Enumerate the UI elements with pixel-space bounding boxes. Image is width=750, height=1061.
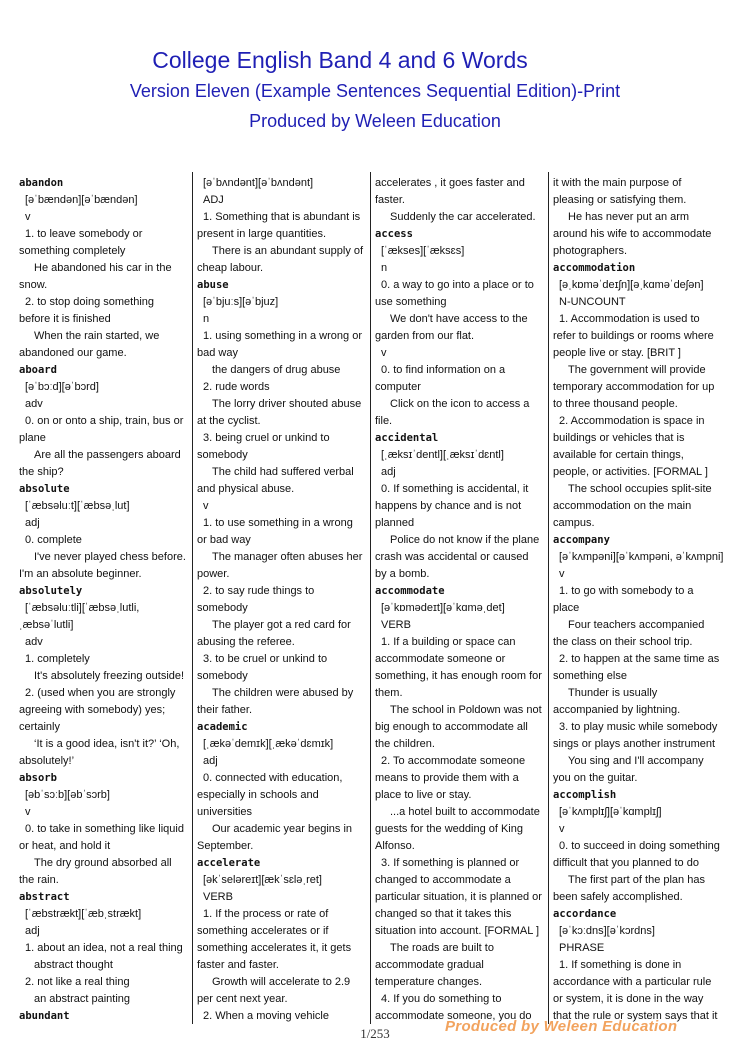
entry-line: place to live or stay.: [375, 789, 472, 801]
headword: accordance: [553, 908, 617, 920]
entry-line: 1. about an idea, not a real thing: [25, 942, 183, 954]
entry-line: them.: [375, 687, 403, 699]
entry-line: certainly: [19, 721, 60, 733]
entry-line: ‘It is a good idea, isn't it?’ ‘Oh,: [34, 738, 180, 750]
entry-line: Police do not know if the plane: [390, 534, 540, 546]
entry-line: or bad way: [197, 534, 251, 546]
entry-line: VERB: [381, 619, 411, 631]
entry-line: VERB: [203, 891, 233, 903]
headword: absolute: [19, 483, 70, 495]
entry-line: n: [381, 262, 388, 274]
entry-line: accelerates , it goes faster and: [375, 177, 525, 189]
entry-line: agreeing with somebody) yes;: [19, 704, 166, 716]
entry-line: v: [559, 568, 565, 580]
entry-line: cheap labour.: [197, 262, 264, 274]
entry-line: [əˈkɒmədeɪt][əˈkɑməˌdet]: [381, 602, 505, 614]
entry-line: to three thousand people.: [553, 398, 678, 410]
entry-line: that the rule or system says that it: [553, 1010, 718, 1022]
entry-line: 1. to go with somebody to a: [559, 585, 694, 597]
entry-line: The school occupies split-site: [568, 483, 712, 495]
entry-line: [əˈbændən][əˈbændən]: [25, 194, 138, 206]
entry-line: or system, it is done in the way: [553, 993, 704, 1005]
entry-line: an abstract painting: [34, 993, 131, 1005]
entry-line: means to provide them with a: [375, 772, 519, 784]
entry-line: 0. to succeed in doing something: [559, 840, 720, 852]
document-producer: Produced by Weleen Education: [249, 111, 501, 131]
entry-line: accommodation on the main: [553, 500, 692, 512]
entry-line: v: [559, 823, 565, 835]
page-header: [0, 0, 750, 160]
entry-line: 1. If the process or rate of: [203, 908, 329, 920]
headword: academic: [197, 721, 248, 733]
entry-line: 2. To accommodate someone: [381, 755, 526, 767]
entry-line: planned: [375, 517, 415, 529]
entry-line: by a bomb.: [375, 568, 430, 580]
entry-line: the class on their school trip.: [553, 636, 693, 648]
entry-line: Suddenly the car accelerated.: [390, 211, 536, 223]
entry-line: happens by chance and is not: [375, 500, 522, 512]
entry-line: something completely: [19, 245, 126, 257]
entry-line: adj: [25, 517, 40, 529]
entry-line: or heat, and hold it: [19, 840, 111, 852]
entry-line: accommodate gradual: [375, 959, 484, 971]
entry-line: somebody: [197, 449, 248, 461]
entry-line: guests for the wedding of King: [375, 823, 523, 835]
entry-line: He has never put an arm: [568, 211, 690, 223]
entry-line: When the rain started, we: [34, 330, 160, 342]
entry-line: There is an abundant supply of: [212, 245, 364, 257]
entry-line: ...a hotel built to accommodate: [390, 806, 540, 818]
entry-line: [ˈækses][ˈæksɛs]: [381, 245, 465, 257]
entry-line: It's absolutely freezing outside!: [34, 670, 185, 682]
entry-line: 1. completely: [25, 653, 90, 665]
entry-line: something accelerates or if: [197, 925, 329, 937]
entry-line: 2. to stop doing something: [25, 296, 155, 308]
entry-line: refer to buildings or rooms where: [553, 330, 714, 342]
entry-line: [əbˈsɔːb][əbˈsɔrb]: [25, 789, 110, 801]
entry-line: 1. Something that is abundant is: [203, 211, 361, 223]
entry-line: snow.: [19, 279, 48, 291]
entry-line: accommodate someone or: [375, 653, 506, 665]
entry-line: particular situation, it is planned or: [375, 891, 542, 903]
entry-line: per cent next year.: [197, 993, 288, 1005]
entry-line: people, or activities. [FORMAL ]: [553, 466, 708, 478]
entry-line: you on the guitar.: [553, 772, 638, 784]
entry-line: The player got a red card for: [212, 619, 351, 631]
entry-line: at the cyclist.: [197, 415, 261, 427]
entry-line: temperature changes.: [375, 976, 483, 988]
entry-line: the ship?: [19, 466, 64, 478]
entry-line: The school in Poldown was not: [390, 704, 542, 716]
entry-line: faster and faster.: [197, 959, 279, 971]
entry-line: Four teachers accompanied: [568, 619, 705, 631]
entry-line: The lorry driver shouted abuse: [212, 398, 362, 410]
entry-line: 2. (used when you are strongly: [25, 687, 176, 699]
entry-line: We don't have access to the: [390, 313, 528, 325]
headword: accomplish: [553, 789, 617, 801]
entry-line: 0. If something is accidental, it: [381, 483, 529, 495]
entry-line: Growth will accelerate to 2.9: [212, 976, 351, 988]
entry-line: around his wife to accommodate: [553, 228, 712, 240]
entry-line: accordance with a particular rule: [553, 976, 712, 988]
headword: abuse: [197, 279, 229, 291]
vocab-column-3: [375, 175, 545, 1025]
vocab-column-1: [19, 175, 189, 1025]
entry-line: before it is finished: [19, 313, 111, 325]
entry-line: The child had suffered verbal: [212, 466, 354, 478]
entry-line: n: [203, 313, 210, 325]
entry-line: The roads are built to: [390, 942, 494, 954]
entry-line: the rain.: [19, 874, 59, 886]
entry-line: the children.: [375, 738, 435, 750]
entry-line: 4. If you do something to: [381, 993, 502, 1005]
entry-line: v: [25, 806, 31, 818]
entry-line: 2. not like a real thing: [25, 976, 130, 988]
entry-line: [ˈæbsəluːt][ˈæbsəˌlut]: [25, 500, 130, 512]
entry-line: v: [381, 347, 387, 359]
entry-line: Alfonso.: [375, 840, 415, 852]
entry-line: adv: [25, 398, 43, 410]
entry-line: abandoned our game.: [19, 347, 127, 359]
entry-line: garden from our flat.: [375, 330, 475, 342]
entry-line: ˌæbsəˈlutli]: [19, 619, 74, 631]
entry-line: [ˈæbstrækt][ˈæbˌstrækt]: [25, 908, 142, 920]
entry-line: The manager often abuses her: [212, 551, 363, 563]
entry-line: adj: [25, 925, 40, 937]
entry-line: I've never played chess before.: [34, 551, 186, 563]
entry-line: the dangers of drug abuse: [212, 364, 341, 376]
entry-line: [əˈkʌmplɪʃ][əˈkɑmplɪʃ]: [559, 806, 662, 818]
vocab-column-2: [197, 175, 367, 1025]
entry-line: September.: [197, 840, 254, 852]
vocab-column-4: [553, 175, 728, 1025]
entry-line: power.: [197, 568, 230, 580]
entry-line: [əˌkɒməˈdeɪʃn][əˌkɑməˈdeʃən]: [559, 279, 704, 291]
entry-line: [əkˈseləreɪt][ækˈsɛləˌret]: [203, 874, 322, 886]
entry-line: 0. to find information on a: [381, 364, 506, 376]
entry-line: [əˈkɔːdns][əˈkɔrdns]: [559, 925, 655, 937]
entry-line: 1. If a building or space can: [381, 636, 516, 648]
entry-line: 3. to play music while somebody: [559, 721, 718, 733]
headword: accelerate: [197, 857, 261, 869]
entry-line: available for certain things,: [553, 449, 684, 461]
entry-line: adv: [25, 636, 43, 648]
entry-line: something accelerates it, it gets: [197, 942, 352, 954]
entry-line: bad way: [197, 347, 238, 359]
entry-line: Click on the icon to access a: [390, 398, 530, 410]
entry-line: [ˈæbsəluːtli][ˈæbsəˌlutli,: [25, 602, 140, 614]
entry-line: Are all the passengers aboard: [34, 449, 181, 461]
entry-line: sings or plays another instrument: [553, 738, 716, 750]
entry-line: 2. to happen at the same time as: [559, 653, 720, 665]
column-divider: [192, 172, 193, 1024]
entry-line: place: [553, 602, 580, 614]
entry-line: and physical abuse.: [197, 483, 295, 495]
document-subtitle: Version Eleven (Example Sentences Sequential Edition)-Print: [129, 81, 621, 101]
entry-line: crash was accidental or caused: [375, 551, 529, 563]
headword: accommodate: [375, 585, 445, 597]
entry-line: The first part of the plan has: [568, 874, 705, 886]
entry-line: N-UNCOUNT: [559, 296, 626, 308]
entry-line: The dry ground absorbed all: [34, 857, 172, 869]
entry-line: Our academic year begins in: [212, 823, 353, 835]
entry-line: absolutely!’: [19, 755, 75, 767]
entry-line: temporary accommodation for up: [553, 381, 715, 393]
headword: accommodation: [553, 262, 636, 274]
entry-line: PHRASE: [559, 942, 605, 954]
entry-line: abstract thought: [34, 959, 113, 971]
headword: absolutely: [19, 585, 83, 597]
entry-line: adj: [381, 466, 396, 478]
entry-line: 3. If something is planned or: [381, 857, 520, 869]
entry-line: 0. on or onto a ship, train, bus or: [25, 415, 184, 427]
page-number: 1/253: [360, 1026, 390, 1041]
entry-line: 0. complete: [25, 534, 82, 546]
entry-line: 2. Accommodation is space in: [559, 415, 705, 427]
entry-line: situation into account. [FORMAL ]: [375, 925, 540, 937]
entry-line: 1. using something in a wrong or: [203, 330, 362, 342]
entry-line: 0. connected with education,: [203, 772, 343, 784]
entry-line: [ˌækəˈdemɪk][ˌækəˈdɛmɪk]: [203, 738, 334, 750]
entry-line: 1. to leave somebody or: [25, 228, 143, 240]
entry-line: big enough to accommodate all: [375, 721, 528, 733]
entry-line: abusing the referee.: [197, 636, 295, 648]
entry-line: [əˈbɔːd][əˈbɔrd]: [25, 381, 99, 393]
entry-line: [əˈbjuːs][əˈbjuz]: [203, 296, 279, 308]
entry-line: computer: [375, 381, 421, 393]
entry-line: accommodate someone, you do: [375, 1010, 532, 1022]
entry-line: v: [25, 211, 31, 223]
headword: accompany: [553, 534, 610, 546]
entry-line: universities: [197, 806, 253, 818]
entry-line: He abandoned his car in the: [34, 262, 172, 274]
entry-line: people live or stay. [BRIT ]: [553, 347, 681, 359]
entry-line: present in large quantities.: [197, 228, 327, 240]
document-title: College English Band 4 and 6 Words: [152, 47, 528, 73]
entry-line: somebody: [197, 670, 248, 682]
entry-line: something else: [553, 670, 627, 682]
headword: aboard: [19, 364, 57, 376]
entry-line: ADJ: [203, 194, 224, 206]
entry-line: 3. to be cruel or unkind to: [203, 653, 328, 665]
entry-line: 0. to take in something like liquid: [25, 823, 184, 835]
entry-line: Thunder is usually: [568, 687, 658, 699]
entry-line: photographers.: [553, 245, 627, 257]
entry-line: 2. When a moving vehicle: [203, 1010, 329, 1022]
entry-line: it with the main purpose of: [553, 177, 682, 189]
entry-line: something, it has enough room for: [375, 670, 542, 682]
entry-line: The children were abused by: [212, 687, 354, 699]
entry-line: I'm an absolute beginner.: [19, 568, 142, 580]
entry-line: 1. to use something in a wrong: [203, 517, 353, 529]
entry-line: 3. being cruel or unkind to: [203, 432, 330, 444]
entry-line: somebody: [197, 602, 248, 614]
entry-line: buildings or vehicles that is: [553, 432, 685, 444]
entry-line: plane: [19, 432, 46, 444]
entry-line: You sing and I'll accompany: [568, 755, 704, 767]
entry-line: 1. Accommodation is used to: [559, 313, 700, 325]
headword: abstract: [19, 891, 70, 903]
entry-line: their father.: [197, 704, 253, 716]
headword: abandon: [19, 177, 64, 189]
entry-line: pleasing or satisfying them.: [553, 194, 687, 206]
entry-line: adj: [203, 755, 218, 767]
entry-line: [əˈbʌndənt][əˈbʌndənt]: [203, 177, 314, 189]
entry-line: changed to accommodate a: [375, 874, 511, 886]
entry-line: been safely accomplished.: [553, 891, 683, 903]
entry-line: file.: [375, 415, 393, 427]
entry-line: campus.: [553, 517, 595, 529]
entry-line: especially in schools and: [197, 789, 319, 801]
column-divider: [370, 172, 371, 1024]
entry-line: accompanied by lightning.: [553, 704, 681, 716]
entry-line: [ˌæksɪˈdentl][ˌæksɪˈdɛntl]: [381, 449, 504, 461]
headword: access: [375, 228, 413, 240]
entry-line: 2. rude words: [203, 381, 270, 393]
entry-line: use something: [375, 296, 447, 308]
entry-line: 2. to say rude things to: [203, 585, 315, 597]
headword: abundant: [19, 1010, 70, 1022]
publisher-watermark: Produced by Weleen Education: [445, 1018, 678, 1035]
entry-line: [əˈkʌmpəni][əˈkʌmpəni, əˈkʌmpni]: [559, 551, 724, 563]
entry-line: 0. a way to go into a place or to: [381, 279, 534, 291]
entry-line: v: [203, 500, 209, 512]
headword: absorb: [19, 772, 57, 784]
column-divider: [548, 172, 549, 1024]
entry-line: difficult that you planned to do: [553, 857, 699, 869]
entry-line: changed so that it takes this: [375, 908, 512, 920]
entry-line: faster.: [375, 194, 405, 206]
entry-line: 1. If something is done in: [559, 959, 682, 971]
headword: accidental: [375, 432, 439, 444]
entry-line: The government will provide: [568, 364, 706, 376]
